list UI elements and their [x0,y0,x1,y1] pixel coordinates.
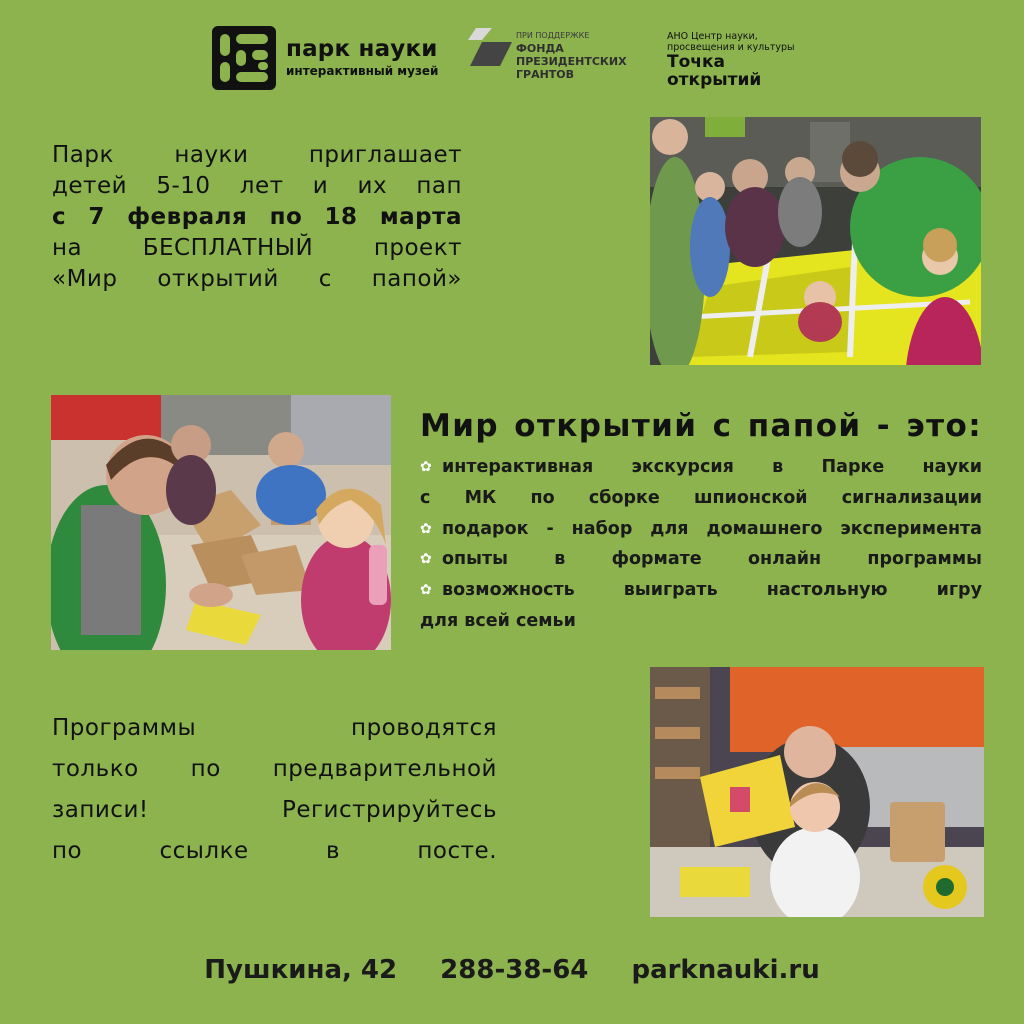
ano-big-2: открытий [667,70,762,90]
list-item [420,575,982,606]
grant-line-3: ГРАНТОВ [516,68,575,81]
tochka-otkrytiy-logo [667,53,817,89]
grant-line-2: ПРЕЗИДЕНТСКИХ [516,55,627,68]
website-link[interactable]: parknauki.ru [631,955,820,985]
address: Пушкина, 42 [204,955,398,985]
park-title: парк науки [286,36,438,62]
photo-father-daughter-craft [51,395,391,650]
registration-note [52,708,497,872]
about-list [420,452,982,637]
phone-number[interactable]: 288-38-64 [440,955,589,985]
ano-big-1: Точка [667,52,725,72]
flower-bullet-icon: ✿ [420,520,432,537]
registration-line-1: Программы проводятся [52,715,497,741]
registration-line-2: только по предварительной [52,756,497,782]
flower-bullet-icon: ✿ [420,582,432,599]
list-item-text: для всей семьи [420,610,576,631]
intro-line-2: детей 5-10 лет и их пап [52,173,462,199]
park-subtitle: интерактивный музей [286,64,439,78]
intro-project-name: «Мир открытий с папой» [52,266,462,292]
grant-support-label: ПРИ ПОДДЕРЖКЕ [516,31,590,40]
list-item-text: подарок - набор для домашнего эксперимента [442,518,982,539]
flower-bullet-icon: ✿ [420,551,432,568]
contact-footer [0,955,1024,985]
list-item-text: возможность выиграть настольную игру [442,580,982,601]
grant-fund-logo-icon [468,28,512,68]
grant-fund-name [516,42,656,81]
ano-line-1: АНО Центр науки, [667,31,758,42]
list-item-continuation [420,606,982,637]
intro-text [52,140,462,295]
grant-line-1: ФОНДА [516,42,564,55]
photo-kids-at-yellow-table [650,117,981,365]
intro-line-4: на БЕСПЛАТНЫЙ проект [52,235,462,261]
registration-line-4: по ссылке в посте. [52,838,497,864]
list-item-text: интерактивная экскурсия в Парке науки [442,457,982,477]
list-item [420,514,982,545]
list-item [420,544,982,575]
intro-line-1: Парк науки приглашает [52,142,462,168]
ano-org-name [667,31,817,53]
list-item-text: с МК по сборке шпионской сигнализации [420,487,982,508]
list-item-text: опыты в формате онлайн программы [442,549,982,570]
photo-father-son-gift [650,667,984,917]
ano-line-2: просвещения и культуры [667,42,795,53]
about-title: Мир открытий с папой - это: [420,408,982,444]
park-nauki-logo-icon [212,26,276,90]
registration-line-3: записи! Регистрируйтесь [52,797,497,823]
intro-dates: с 7 февраля по 18 марта [52,204,462,230]
flower-bullet-icon: ✿ [420,459,432,475]
list-item-continuation [420,483,982,514]
list-item [420,452,982,483]
